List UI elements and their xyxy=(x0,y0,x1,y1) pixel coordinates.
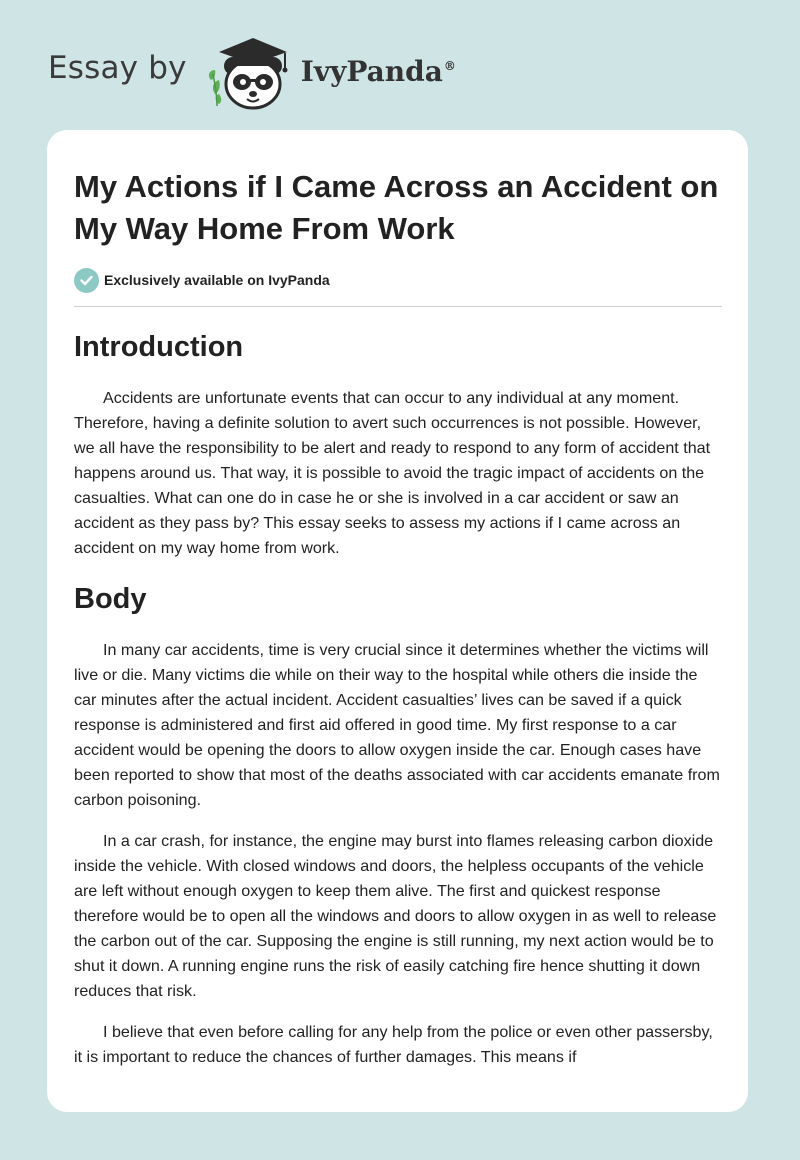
panda-logo-icon xyxy=(201,32,297,112)
site-logo[interactable] xyxy=(48,32,456,112)
section-heading-body: Body xyxy=(74,583,147,615)
check-icon xyxy=(74,268,99,293)
paragraph: In many car accidents, time is very crucial since it determines whether the victims will live or die. Many victims die while on their way to the hospital while others die inside the car minutes after the actual incident. Accident casualties’ lives can be saved if a quick response is administered and first aid offered in good time. My first response to a car accident would be opening the doors to allow oxygen inside the car. Enough cases have been reported to show that most of the deaths associated with car accidents emanate from carbon poisoning. xyxy=(74,641,720,809)
paragraph: Accidents are unfortunate events that can occur to any individual at any moment. Therefore, having a definite solution to avert such occurrences is not possible. However, we all have the responsibility to be alert and ready to respond to any form of accident that happens around us. That way, it is possible to avoid the tragic impact of accidents on the casualties. What can one do in case he or she is involved in a car accident or saw an accident as they pass by? This essay seeks to assess my actions if I came across an accident on my way home from work. xyxy=(74,389,711,557)
essay-by-text: Essay by xyxy=(48,50,187,86)
brand-name: IvyPanda® xyxy=(300,54,456,88)
essay-title: My Actions if I Came Across an Accident on My Way Home From Work xyxy=(74,169,719,246)
divider xyxy=(74,306,722,307)
section-heading-introduction: Introduction xyxy=(74,331,244,363)
paragraph: I believe that even before calling for any help from the police or even other passersby, it is important to reduce the chances of further damages. This means if xyxy=(74,1023,713,1066)
paragraph: In a car crash, for instance, the engine may burst into flames releasing carbon dioxide inside the vehicle. With closed windows and doors, the helpless occupants of the vehicle are left without enough oxygen to keep them alive. The first and quickest response therefore would be to open all the windows and doors to allow oxygen in as well to release the carbon out of the car. Supposing the engine is still running, my next action would be to shut it down. A running engine runs the risk of easily catching fire hence shutting it down reduces that risk. xyxy=(74,832,717,1000)
exclusive-text: Exclusively available on IvyPanda xyxy=(104,272,330,288)
essay-card xyxy=(47,130,748,1112)
exclusive-badge xyxy=(74,266,722,294)
